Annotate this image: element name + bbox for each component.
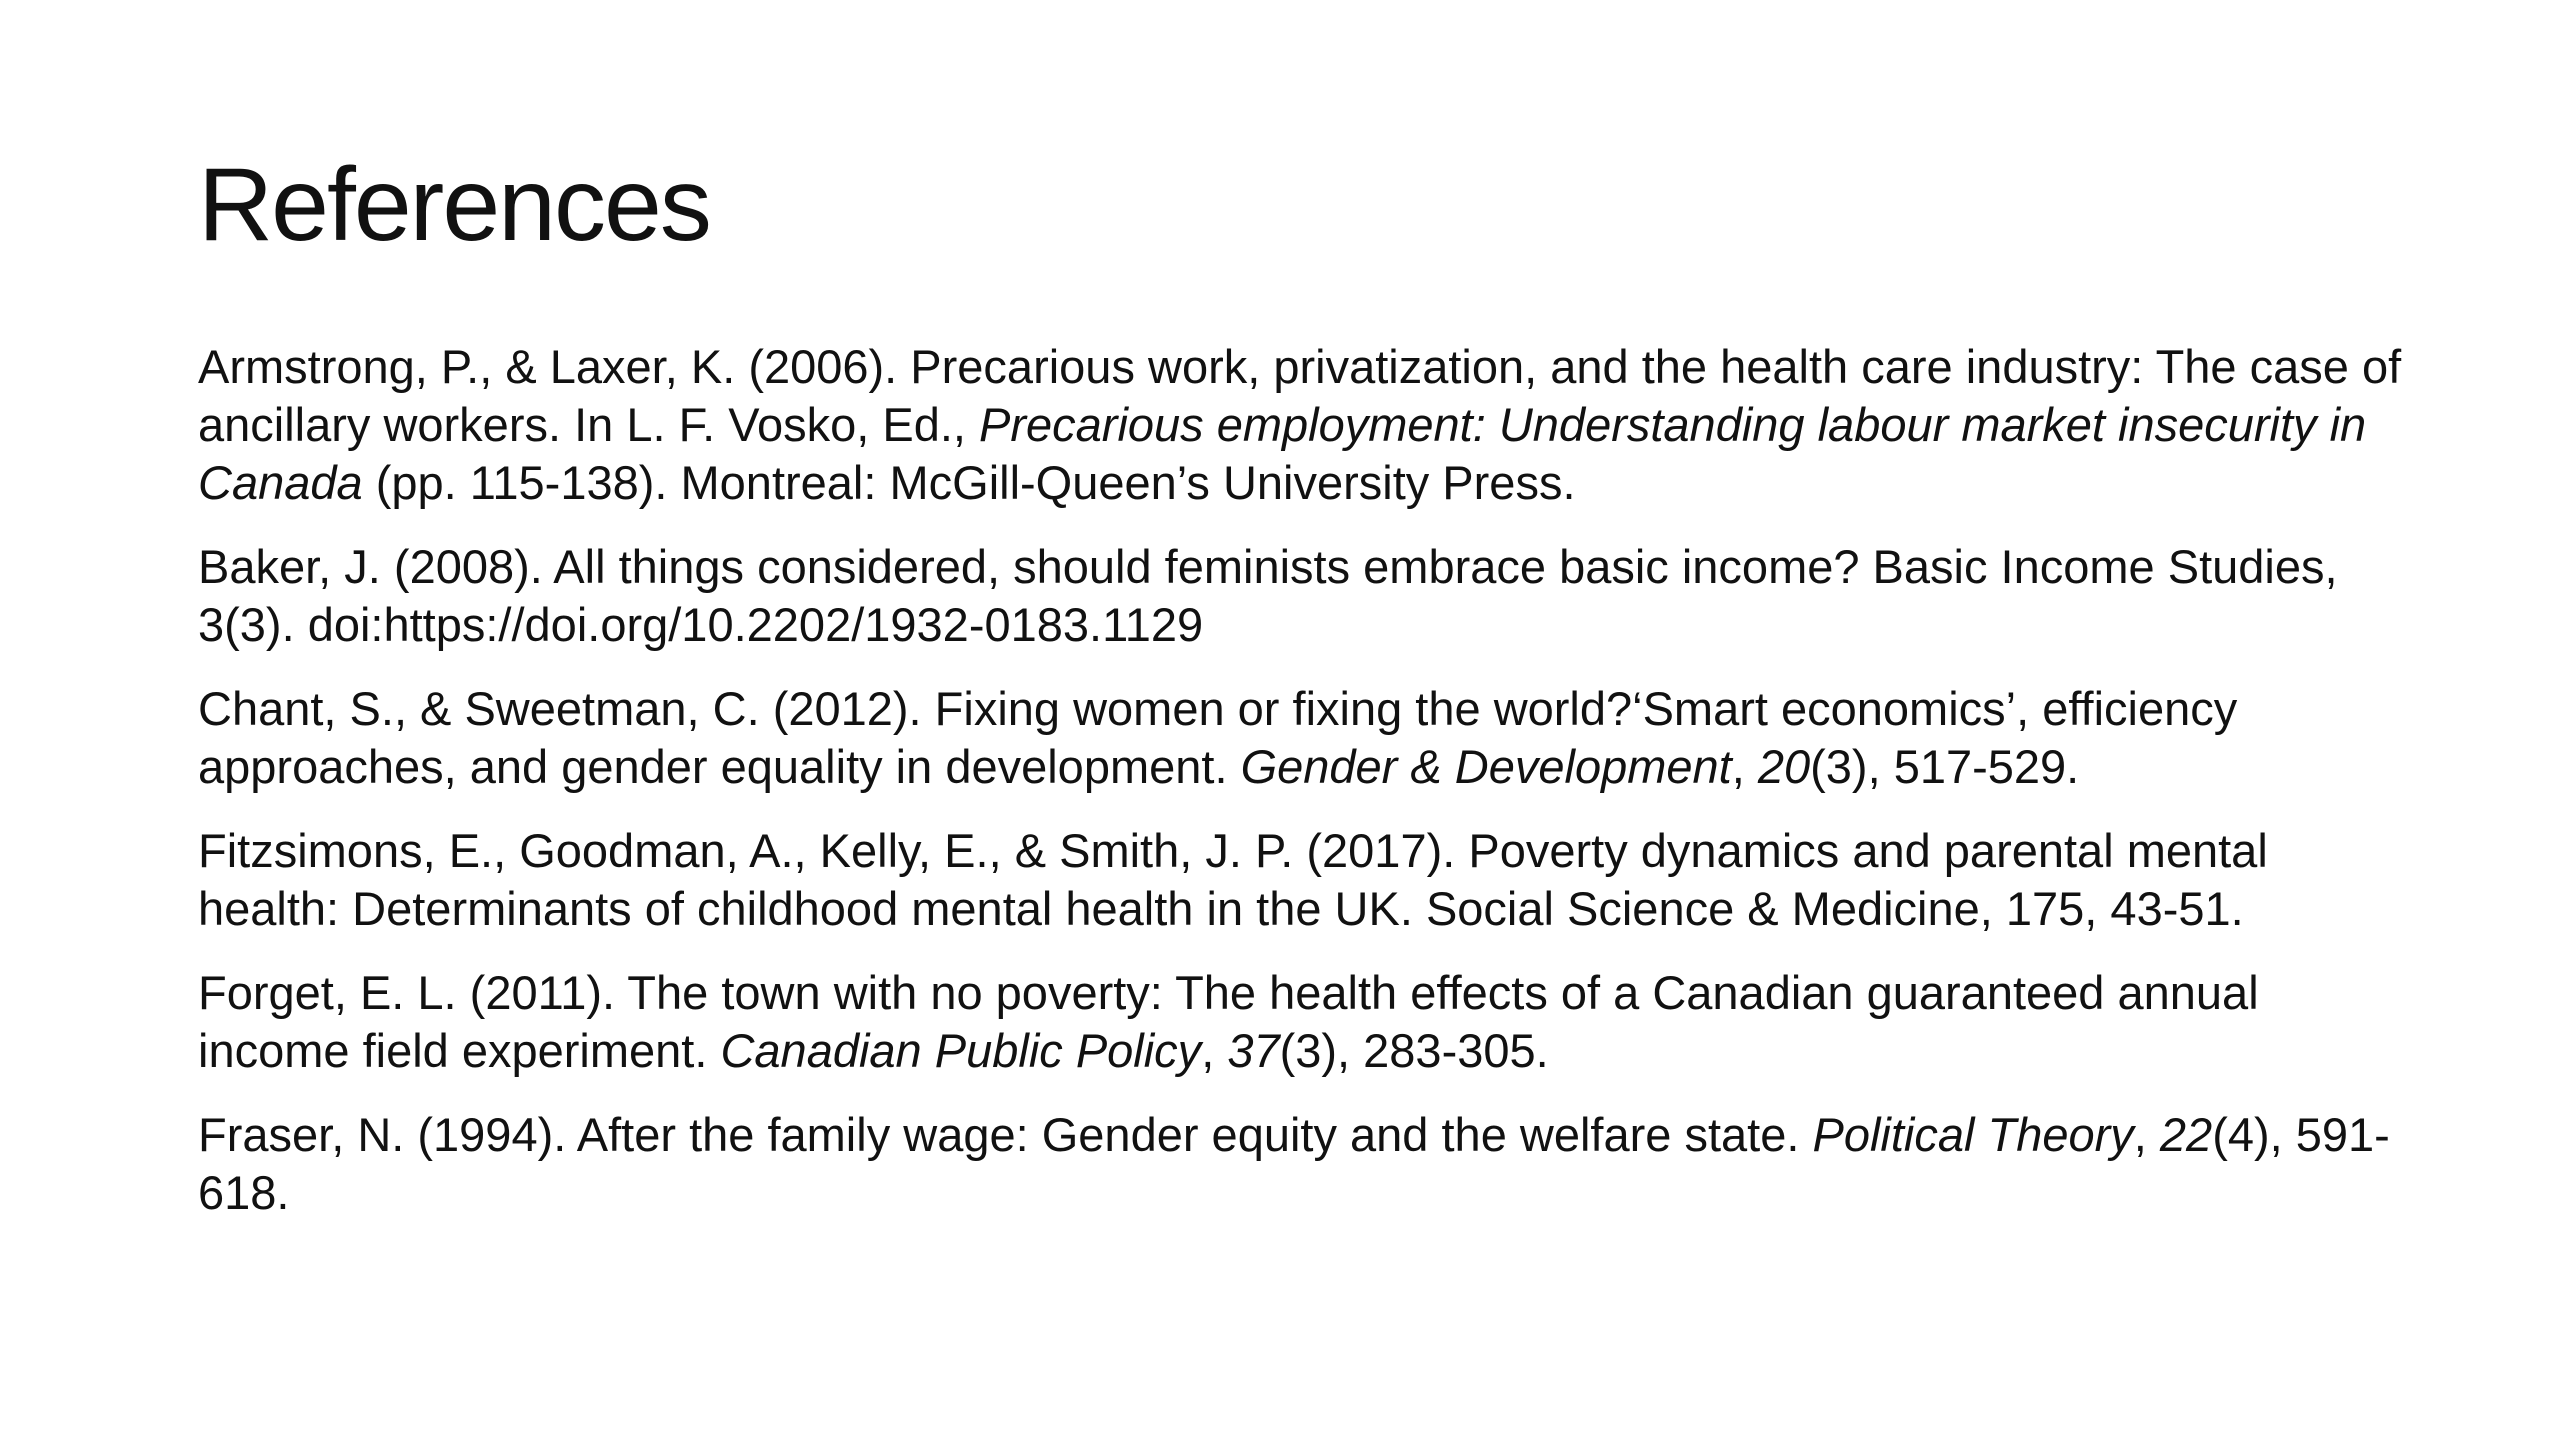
reference-text: Fraser, N. (1994). After the family wage: Gender equity and the welfare state. (198, 1108, 1813, 1161)
reference-text: Forget, E. L. (2011). The town with no poverty: The health effects of a Canadian guaranteed annual income field experiment. (198, 966, 2259, 1077)
reference-text: Armstrong, P., & Laxer, K. (2006). Precarious work, privatization, and the health care industry: The case of ancillary workers. In L. F. Vosko, Ed., (198, 340, 2402, 451)
reference-text: Baker, J. (2008). All things considered, should feminists embrace basic income? Basic Income Studies, 3(3). doi:https://doi.org/10.2202/1932-0183.1129 (198, 540, 2338, 651)
reference-list (198, 338, 2418, 1248)
reference-item (198, 1106, 2418, 1222)
reference-item (198, 680, 2418, 796)
reference-item (198, 964, 2418, 1080)
slide-title: References (198, 147, 710, 263)
reference-volume: 22 (2159, 1108, 2213, 1161)
reference-text: Fitzsimons, E., Goodman, A., Kelly, E., & Smith, J. P. (2017). Poverty dynamics and parental mental health: Determinants of childhood mental health in the UK. Social Science & Medicine, 175, 43-51. (198, 824, 2268, 935)
reference-volume: 37 (1227, 1024, 1280, 1077)
reference-item (198, 538, 2418, 654)
reference-text: , (1201, 1024, 1228, 1077)
reference-text: (pp. 115-138). Montreal: McGill-Queen’s University Press. (362, 456, 1576, 509)
reference-journal: Canadian Public Policy (720, 1024, 1202, 1077)
reference-volume: 20 (1757, 740, 1811, 793)
reference-book-title: Precarious employment: Understanding labour market insecurity in Canada (198, 398, 2367, 509)
reference-text: Chant, S., & Sweetman, C. (2012). Fixing women or fixing the world?‘Smart economics’, efficiency approaches, and gender equality in development. (198, 682, 2238, 793)
reference-text: (3), 517-529. (1810, 740, 2080, 793)
reference-journal: Political Theory (1812, 1108, 2134, 1161)
reference-item (198, 822, 2418, 938)
reference-item (198, 338, 2418, 512)
reference-text: , (2133, 1108, 2160, 1161)
reference-journal: Gender & Development (1240, 740, 1732, 793)
reference-text: (3), 283-305. (1279, 1024, 1549, 1077)
reference-text: (4), 591-618. (198, 1108, 2390, 1219)
reference-text: , (1731, 740, 1758, 793)
